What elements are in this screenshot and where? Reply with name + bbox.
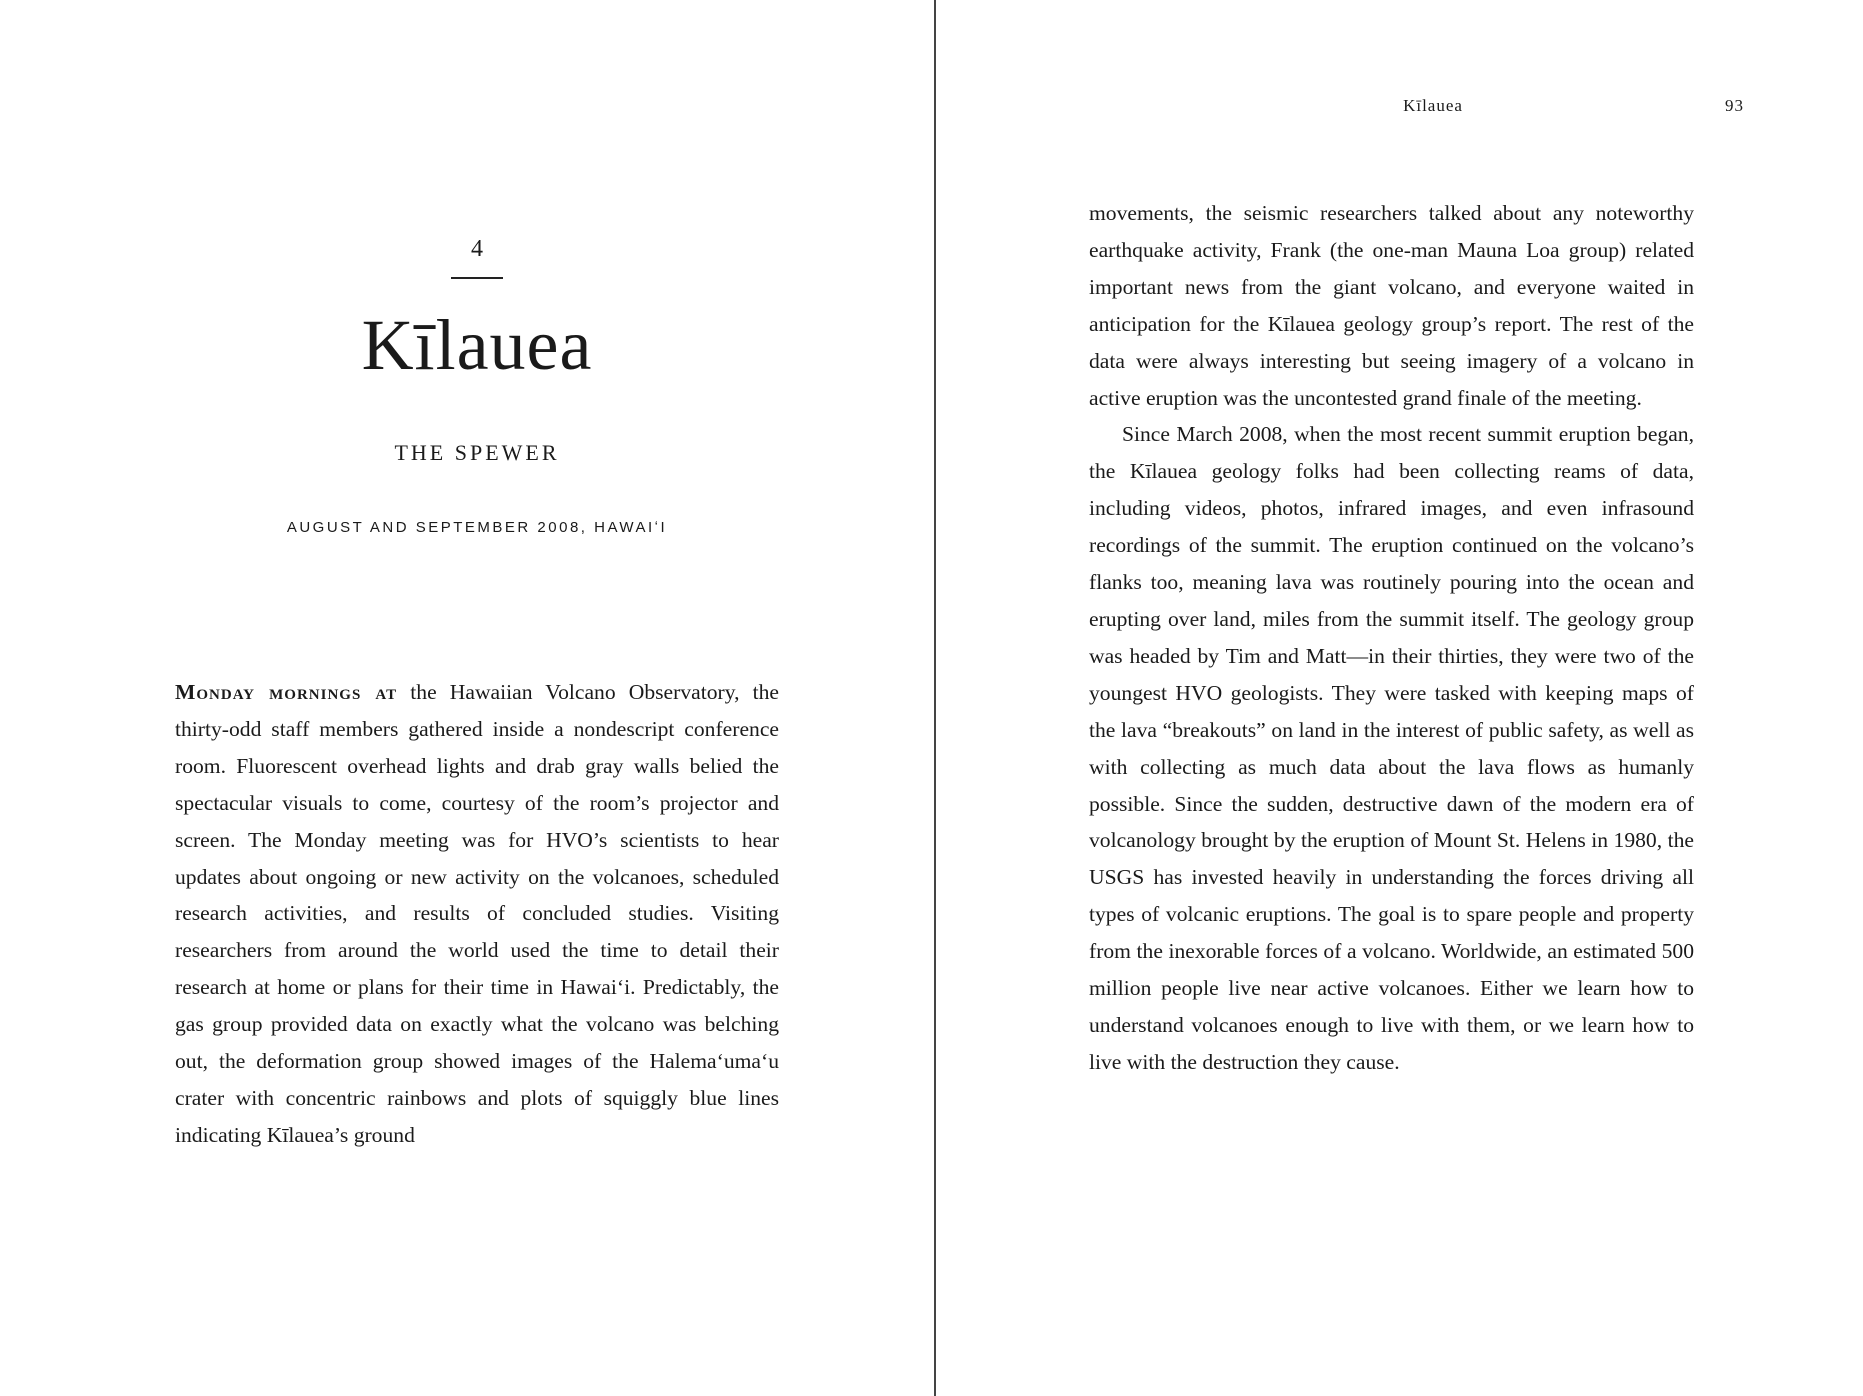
chapter-number-rule: [451, 277, 503, 279]
right-paragraph-2: Since March 2008, when the most recent summit eruption began, the Kīlauea geology folks had been collecting reams of data, including videos, photos, infrared images, and even infrasound recordings of the summit. The eruption continued on the volcano’s flanks too, meaning lava was routinely pouring into the ocean and erupting over land, miles from the summit itself. The geology group was headed by Tim and Matt—in their thirties, they were two of the youngest HVO geologists. They were tasked with keeping maps of the lava “breakouts” on land in the interest of public safety, as well as with collecting as much data about the lava flows as humanly possible. Since the sudden, destructive dawn of the modern era of volcanology brought by the eruption of Mount St. Helens in 1980, the USGS has invested heavily in understanding the forces driving all types of volcanic eruptions. The goal is to spare people and property from the inexorable forces of a volcano. Worldwide, an estimated 500 million people live near active volcanoes. Either we learn how to understand volcanoes enough to live with them, or we learn how to live with the destruction they cause.: [1089, 422, 1694, 1074]
chapter-dateline: AUGUST AND SEPTEMBER 2008, HAWAIʻI: [286, 519, 668, 536]
lead-in-small-caps: Monday mornings at: [175, 680, 398, 704]
right-body-text: [1089, 195, 1694, 1081]
left-paragraph-1: [175, 674, 779, 1154]
right-page: [936, 0, 1863, 1396]
chapter-number: 4: [471, 236, 483, 262]
left-paragraph-1-text: the Hawaiian Volcano Observatory, the thirty-odd staff members gathered inside a nondescript conference room. Fluorescent overhead lights and drab gray walls belied the spectacular visuals to come, courtesy of the room’s projector and screen. The Monday meeting was for HVO’s scientists to hear updates about ongoing or new activity on the volcanoes, scheduled research activities, and results of concluded studies. Visiting researchers from around the world used the time to detail their research at home or plans for their time in Hawaiʻi. Predictably, the gas group provided data on exactly what the volcano was belching out, the deformation group showed images of the Halemaʻumaʻu crater with concentric rainbows and plots of squiggly blue lines indicating Kīlauea’s ground: [175, 680, 779, 1147]
left-body-text: [175, 674, 779, 1154]
chapter-title: Kīlauea: [361, 305, 593, 385]
chapter-subtitle: THE SPEWER: [394, 440, 560, 465]
right-paragraph-1: movements, the seismic researchers talked about any noteworthy earthquake activity, Frank (the one-man Mauna Loa group) related important news from the giant volcano, and everyone waited in anticipation for the Kīlauea geology group’s report. The rest of the data were always interesting but seeing imagery of a volcano in active eruption was the uncontested grand finale of the meeting.: [1089, 201, 1694, 410]
running-head-title: Kīlauea: [1403, 96, 1463, 115]
page-number: 93: [1725, 96, 1744, 115]
